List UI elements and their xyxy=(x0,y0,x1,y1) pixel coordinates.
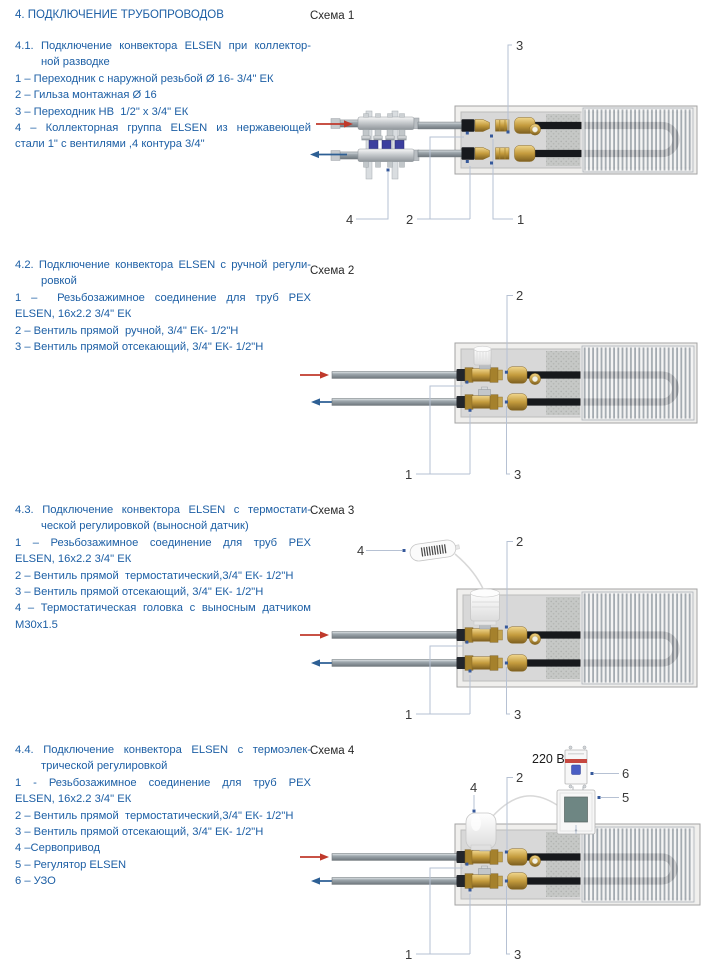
text-line: 2 – Вентиль прямой ручной, 3/4" ЕК- 1/2"Н xyxy=(15,324,239,337)
svg-text:1: 1 xyxy=(405,707,413,722)
svg-text:1: 1 xyxy=(405,947,413,962)
servo-wire xyxy=(492,796,557,817)
text-line: ческой регулировкой (выносной датчик) xyxy=(41,520,249,533)
text-line: М30х1.5 xyxy=(15,618,58,631)
text-line: 4 – Коллекторная группа ELSEN из нержавеющей xyxy=(15,122,311,135)
svg-text:2: 2 xyxy=(406,212,414,227)
callout-4 xyxy=(470,780,477,813)
scheme-4-label: Схема 4 xyxy=(310,745,355,757)
svg-text:2: 2 xyxy=(516,288,524,303)
text-line: 3 – Вентиль прямой отсекающий, 3/4" ЕК- 1/2"Н xyxy=(15,586,264,599)
section-4-2 xyxy=(15,257,311,355)
flow-in-arrow xyxy=(300,853,329,860)
scheme-1 xyxy=(300,0,715,240)
text-line: 1 – Резьбозажимное соединение для труб PEX xyxy=(15,291,311,304)
svg-text:4: 4 xyxy=(346,212,354,227)
svg-text:2: 2 xyxy=(516,770,524,785)
text-line: 3 – Вентиль прямой отсекающий, 3/4" ЕК- 1/2"Н xyxy=(15,341,264,354)
text-line: 1 – Переходник с наружной резьбой Ø 16- 3/4" ЕК xyxy=(15,72,274,85)
scheme-2-label: Схема 2 xyxy=(310,265,355,277)
remote-sensor xyxy=(409,538,460,562)
scheme-2-diagram xyxy=(300,255,715,495)
svg-text:3: 3 xyxy=(514,707,522,722)
circuit-breaker xyxy=(565,746,587,788)
svg-text:4: 4 xyxy=(357,543,365,558)
thermostatic-head xyxy=(471,589,500,629)
air-vent-icon xyxy=(529,855,540,866)
scheme-3-diagram xyxy=(300,495,715,735)
text-line: ной разводке xyxy=(41,56,110,69)
voltage-label: 220 В xyxy=(532,752,565,766)
text-line: ELSEN, 16х2.2 3/4" ЕК xyxy=(15,553,132,566)
scheme-3 xyxy=(300,495,715,735)
section-4-3 xyxy=(15,502,311,633)
convector xyxy=(332,343,697,423)
convector xyxy=(332,824,700,905)
section-4-4 xyxy=(15,742,311,890)
svg-text:1: 1 xyxy=(405,467,413,482)
text-line: 1 - Резьбозажимное соединение для труб PEX xyxy=(15,776,311,789)
text-line: 5 – Регулятор ELSEN xyxy=(15,858,127,871)
scheme-2 xyxy=(300,255,715,495)
svg-text:6: 6 xyxy=(622,766,630,781)
text-line: 4.3. Подключение конвектора ELSEN с термостати- xyxy=(15,504,311,516)
section-4-1 xyxy=(15,38,311,153)
text-line: ровкой xyxy=(41,275,77,288)
convector xyxy=(418,106,697,174)
page-title: 4. ПОДКЛЮЧЕНИЕ ТРУБОПРОВОДОВ xyxy=(15,9,224,21)
air-vent-icon xyxy=(529,633,540,644)
text-line: стали 1" с вентилями ,4 контура 3/4" xyxy=(15,138,205,151)
svg-text:3: 3 xyxy=(514,947,522,962)
air-vent-icon xyxy=(529,124,540,135)
scheme-1-diagram xyxy=(300,0,715,240)
text-line: 4 – Термостатическая головка с выносным датчиком xyxy=(15,602,311,615)
svg-text:1: 1 xyxy=(517,212,525,227)
text-line: 4.2. Подключение конвектора ELSEN с ручной регули- xyxy=(15,259,311,271)
text-line: 2 – Вентиль прямой термостатический,3/4" ЕК- 1/2"Н xyxy=(15,569,294,582)
scheme-4-diagram xyxy=(300,735,715,968)
text-line: 3 – Переходник НВ 1/2" х 3/4" ЕК xyxy=(15,105,189,118)
sensor-wire xyxy=(455,554,484,591)
scheme-3-label: Схема 3 xyxy=(310,505,355,517)
scheme-1-label: Схема 1 xyxy=(310,10,355,22)
convector xyxy=(332,589,697,687)
svg-text:2: 2 xyxy=(516,534,524,549)
svg-text:4: 4 xyxy=(470,780,478,795)
breaker-regulator-link xyxy=(573,787,583,791)
servo-actuator xyxy=(466,813,496,851)
svg-text:5: 5 xyxy=(622,790,630,805)
text-line: 4.4. Подключение конвектора ELSEN с термоэлек- xyxy=(15,744,311,756)
text-line: ELSEN, 16х2.2 3/4" ЕК xyxy=(15,793,132,806)
text-line: ELSEN, 16х2.2 3/4" ЕК xyxy=(15,308,132,321)
svg-text:3: 3 xyxy=(516,38,524,53)
text-line: 3 – Вентиль прямой отсекающий, 3/4" ЕК- 1/2"Н xyxy=(15,826,264,839)
text-line: трической регулировкой xyxy=(41,760,168,773)
text-line: 6 – УЗО xyxy=(15,875,56,888)
text-line: 2 – Вентиль прямой термостатический,3/4" ЕК- 1/2"Н xyxy=(15,809,294,822)
flow-in-arrow xyxy=(300,371,329,378)
text-line: 2 – Гильза монтажная Ø 16 xyxy=(15,89,157,102)
text-line: 4.1. Подключение конвектора ELSEN при коллектор- xyxy=(15,40,311,52)
flow-in-arrow xyxy=(300,631,329,638)
callout-5 xyxy=(598,790,630,805)
text-line: 4 –Сервопривод xyxy=(15,842,100,855)
text-line: 1 – Резьбозажимное соединение для труб PEX xyxy=(15,536,311,549)
air-vent-icon xyxy=(529,373,540,384)
callout-6 xyxy=(591,766,630,781)
svg-text:3: 3 xyxy=(514,467,522,482)
scheme-4 xyxy=(300,735,715,968)
callout-4 xyxy=(357,543,406,558)
